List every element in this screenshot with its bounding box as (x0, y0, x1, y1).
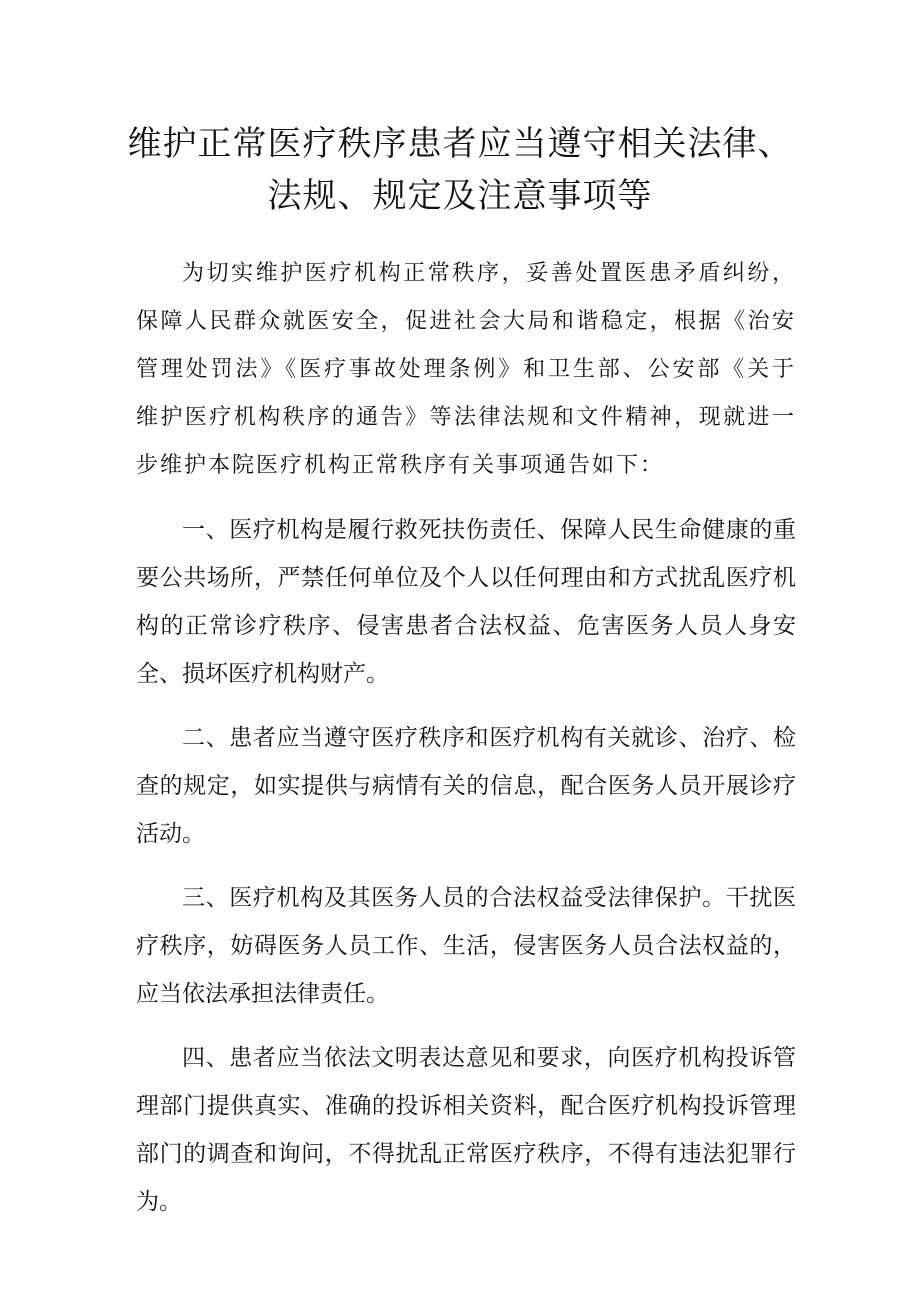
title-line-1: 维护正常医疗秩序患者应当遵守相关法律、 (127, 124, 793, 164)
item-paragraph-3: 三、医疗机构及其医务人员的合法权益受法律保护。干扰医疗秩序，妨碍医务人员工作、生活，侵害医务人员合法权益的，应当依法承担法律责任。 (136, 885, 796, 1007)
title-line-2: 法规、规定及注意事项等 (267, 176, 653, 216)
item-paragraph-4: 四、患者应当依法文明表达意见和要求，向医疗机构投诉管理部门提供真实、准确的投诉相关资料，配合医疗机构投诉管理部门的调查和询问，不得扰乱正常医疗秩序，不得有违法犯罪行为。 (136, 1045, 796, 1215)
item-paragraph-2: 二、患者应当遵守医疗秩序和医疗机构有关就诊、治疗、检查的规定，如实提供与病情有关的信息，配合医务人员开展诊疗活动。 (136, 725, 796, 847)
intro-paragraph: 为切实维护医疗机构正常秩序，妥善处置医患矛盾纠纷，保障人民群众就医安全，促进社会大局和谐稳定，根据《治安管理处罚法》《医疗事故处理条例》和卫生部、公安部《关于维护医疗机构秩序的通告》等法律法规和文件精神，现就进一步维护本院医疗机构正常秩序有关事项通告如下： (136, 261, 796, 478)
document-body (136, 250, 796, 1242)
document-title (118, 118, 802, 222)
item-paragraph-1: 一、医疗机构是履行救死扶伤责任、保障人民生命健康的重要公共场所，严禁任何单位及个人以任何理由和方式扰乱医疗机构的正常诊疗秩序、侵害患者合法权益、危害医务人员人身安全、损坏医疗机构财产。 (136, 517, 796, 687)
